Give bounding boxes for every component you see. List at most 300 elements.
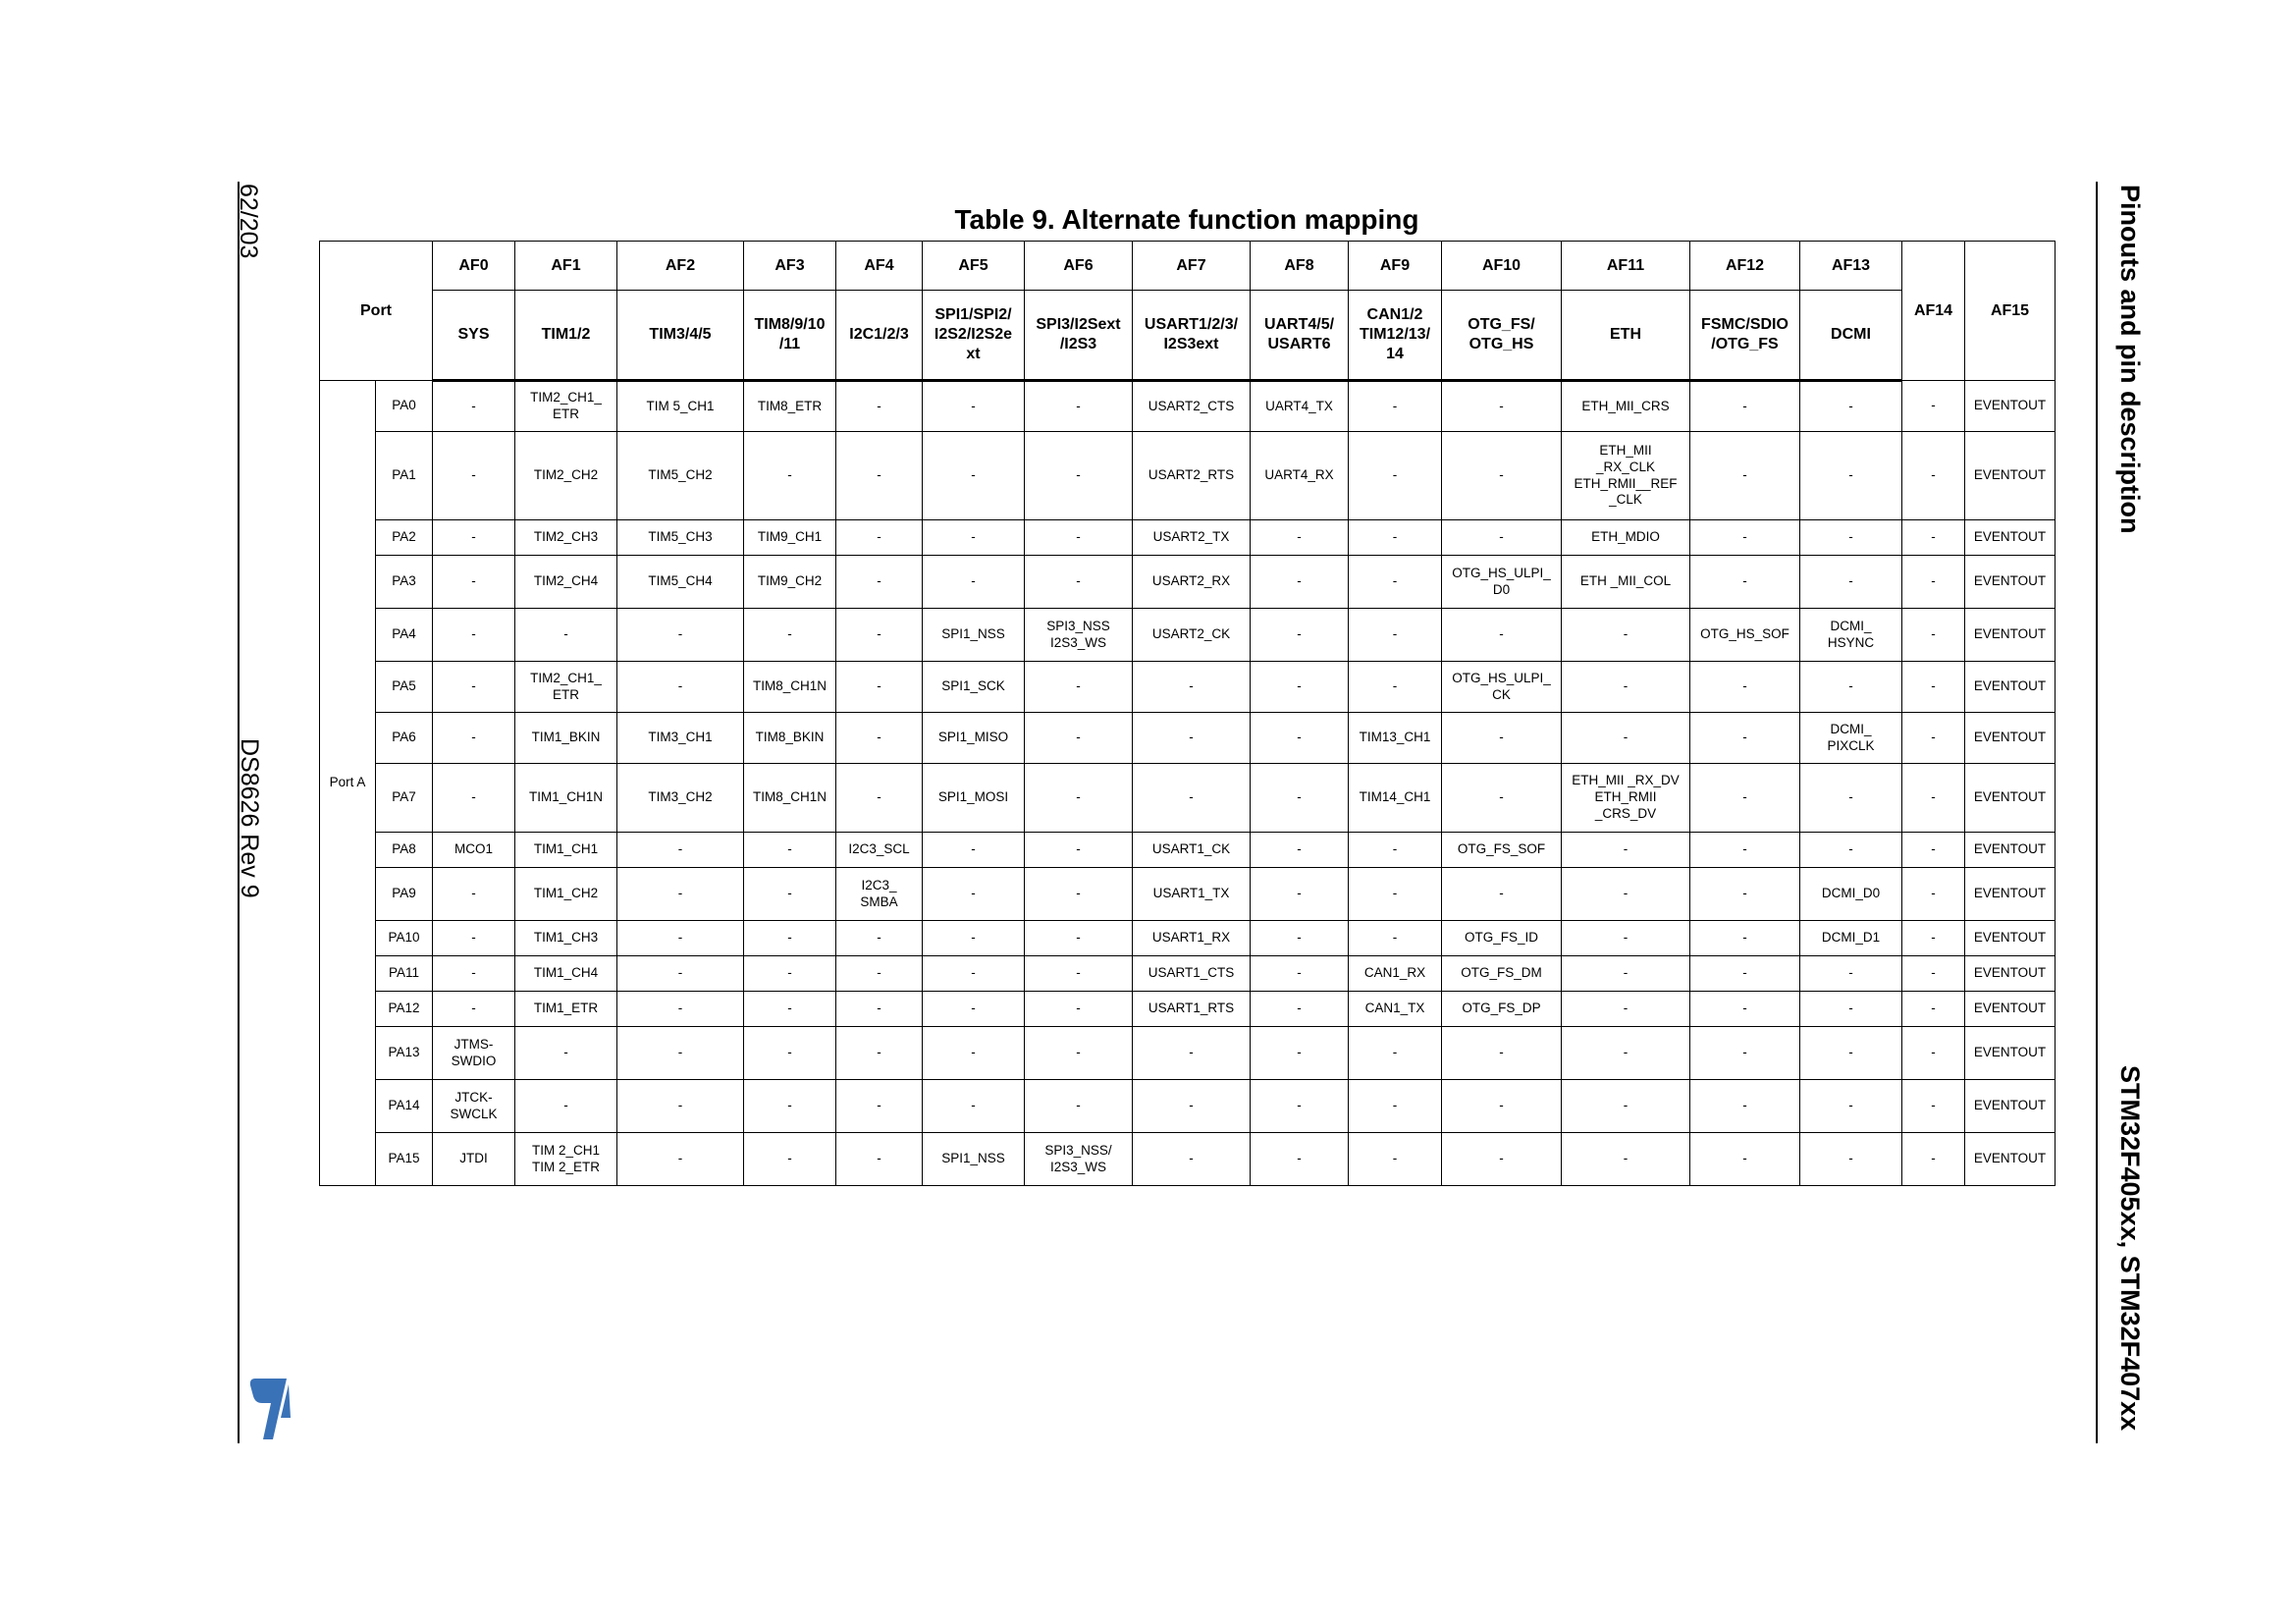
- af-cell: -: [1133, 1027, 1251, 1080]
- af-cell: -: [1442, 1027, 1562, 1080]
- af-cell: USART1_TX: [1133, 868, 1251, 921]
- af-cell: -: [433, 381, 515, 432]
- af-cell: OTG_HS_ULPI_ D0: [1442, 556, 1562, 609]
- section-title: Pinouts and pin description: [2115, 185, 2145, 534]
- pin-name: PA8: [376, 833, 433, 868]
- af-cell: -: [1690, 764, 1800, 833]
- af-cell: -: [1902, 1133, 1965, 1186]
- af-cell: -: [433, 556, 515, 609]
- af-cell: -: [1690, 662, 1800, 713]
- af-cell: -: [1442, 381, 1562, 432]
- af-cell: ETH _MII_COL: [1562, 556, 1690, 609]
- af-cell: DCMI_ HSYNC: [1800, 609, 1902, 662]
- af-cell: DCMI_D0: [1800, 868, 1902, 921]
- peripheral-header: FSMC/SDIO /OTG_FS: [1690, 291, 1800, 381]
- af-cell: -: [1349, 868, 1442, 921]
- af-cell: -: [1025, 520, 1133, 556]
- table-title: Table 9. Alternate function mapping: [954, 204, 1419, 235]
- af-cell: -: [836, 921, 923, 956]
- peripheral-header: SPI3/I2Sext /I2S3: [1025, 291, 1133, 381]
- af-cell: DCMI_D1: [1800, 921, 1902, 956]
- af-cell: CAN1_RX: [1349, 956, 1442, 992]
- product-title: STM32F405xx, STM32F407xx: [2115, 1065, 2145, 1432]
- af-cell: EVENTOUT: [1965, 833, 2056, 868]
- af-cell: -: [1442, 609, 1562, 662]
- af-cell: -: [1690, 1027, 1800, 1080]
- peripheral-header: ETH: [1562, 291, 1690, 381]
- table-row: [320, 520, 2056, 556]
- af-cell: -: [1562, 1133, 1690, 1186]
- af-cell: -: [1690, 1133, 1800, 1186]
- pin-name: PA14: [376, 1080, 433, 1133]
- af-header: AF12: [1690, 242, 1800, 291]
- af-cell: TIM2_CH2: [515, 432, 617, 520]
- af-cell: -: [923, 833, 1025, 868]
- af-cell: -: [1562, 713, 1690, 764]
- af-cell: -: [1902, 520, 1965, 556]
- af-cell: -: [744, 1133, 836, 1186]
- af-cell: SPI1_MOSI: [923, 764, 1025, 833]
- af-cell: TIM2_CH3: [515, 520, 617, 556]
- af-cell: -: [1025, 956, 1133, 992]
- af-cell: -: [1442, 868, 1562, 921]
- af-cell: TIM1_CH2: [515, 868, 617, 921]
- af-cell: -: [1690, 992, 1800, 1027]
- af-cell: ETH_MII _RX_CLK ETH_RMII__REF _CLK: [1562, 432, 1690, 520]
- af-cell: USART1_RX: [1133, 921, 1251, 956]
- af-cell: -: [1251, 1027, 1349, 1080]
- table-row: [320, 1027, 2056, 1080]
- af-cell: SPI1_MISO: [923, 713, 1025, 764]
- af-cell: -: [836, 432, 923, 520]
- af-cell: USART2_RTS: [1133, 432, 1251, 520]
- af-cell: -: [923, 1080, 1025, 1133]
- af-cell: -: [617, 1133, 744, 1186]
- af-cell: -: [836, 520, 923, 556]
- af-cell: -: [1025, 764, 1133, 833]
- af-cell: -: [1442, 432, 1562, 520]
- af-cell: -: [923, 992, 1025, 1027]
- af-cell: -: [1562, 992, 1690, 1027]
- af-cell: -: [1800, 1080, 1902, 1133]
- af-cell: TIM 2_CH1 TIM 2_ETR: [515, 1133, 617, 1186]
- af-cell: CAN1_TX: [1349, 992, 1442, 1027]
- af-cell: OTG_FS_DM: [1442, 956, 1562, 992]
- af-cell: -: [1349, 1133, 1442, 1186]
- af-cell: EVENTOUT: [1965, 1080, 2056, 1133]
- table-row: [320, 956, 2056, 992]
- af-cell: -: [433, 868, 515, 921]
- af-cell: -: [1133, 1133, 1251, 1186]
- af-cell: -: [1800, 432, 1902, 520]
- af-cell: -: [1690, 381, 1800, 432]
- af-cell: -: [1251, 1133, 1349, 1186]
- pin-name: PA1: [376, 432, 433, 520]
- af-cell: -: [1690, 520, 1800, 556]
- af-header: AF15: [1965, 242, 2056, 381]
- af-cell: -: [1251, 520, 1349, 556]
- af-cell: JTMS- SWDIO: [433, 1027, 515, 1080]
- peripheral-header: SYS: [433, 291, 515, 381]
- af-cell: -: [836, 764, 923, 833]
- af-cell: USART2_TX: [1133, 520, 1251, 556]
- table-row: [320, 381, 2056, 432]
- af-cell: -: [1902, 921, 1965, 956]
- af-cell: DCMI_ PIXCLK: [1800, 713, 1902, 764]
- af-cell: TIM8_CH1N: [744, 764, 836, 833]
- af-cell: TIM3_CH2: [617, 764, 744, 833]
- pin-name: PA0: [376, 381, 433, 432]
- af-cell: ETH_MII_CRS: [1562, 381, 1690, 432]
- af-cell: -: [515, 1080, 617, 1133]
- af-cell: -: [836, 662, 923, 713]
- af-cell: -: [433, 432, 515, 520]
- af-cell: -: [1349, 432, 1442, 520]
- af-cell: -: [1800, 764, 1902, 833]
- af-cell: UART4_TX: [1251, 381, 1349, 432]
- peripheral-header: USART1/2/3/ I2S3ext: [1133, 291, 1251, 381]
- af-cell: -: [1690, 921, 1800, 956]
- af-cell: MCO1: [433, 833, 515, 868]
- af-cell: -: [1251, 921, 1349, 956]
- af-cell: -: [1562, 868, 1690, 921]
- af-cell: EVENTOUT: [1965, 1133, 2056, 1186]
- pin-name: PA9: [376, 868, 433, 921]
- af-cell: -: [1562, 921, 1690, 956]
- af-cell: USART2_RX: [1133, 556, 1251, 609]
- af-cell: OTG_FS_DP: [1442, 992, 1562, 1027]
- af-cell: -: [836, 1133, 923, 1186]
- af-cell: -: [433, 520, 515, 556]
- af-cell: -: [836, 381, 923, 432]
- af-cell: -: [433, 713, 515, 764]
- af-cell: -: [1800, 992, 1902, 1027]
- af-cell: TIM1_BKIN: [515, 713, 617, 764]
- table-row: [320, 662, 2056, 713]
- af-cell: -: [1025, 868, 1133, 921]
- table-row: [320, 1133, 2056, 1186]
- pin-name: PA12: [376, 992, 433, 1027]
- af-cell: TIM13_CH1: [1349, 713, 1442, 764]
- af-cell: -: [744, 833, 836, 868]
- af-cell: -: [744, 1027, 836, 1080]
- af-cell: TIM1_CH4: [515, 956, 617, 992]
- af-cell: -: [1025, 662, 1133, 713]
- af-cell: -: [1251, 992, 1349, 1027]
- af-cell: EVENTOUT: [1965, 381, 2056, 432]
- af-cell: TIM2_CH1_ ETR: [515, 662, 617, 713]
- af-cell: -: [1251, 956, 1349, 992]
- af-header: AF13: [1800, 242, 1902, 291]
- af-cell: -: [836, 1080, 923, 1133]
- af-cell: EVENTOUT: [1965, 992, 2056, 1027]
- af-cell: -: [1442, 764, 1562, 833]
- af-cell: -: [1025, 381, 1133, 432]
- af-cell: -: [1025, 713, 1133, 764]
- af-header: AF9: [1349, 242, 1442, 291]
- af-cell: -: [1442, 520, 1562, 556]
- af-cell: -: [433, 992, 515, 1027]
- af-cell: -: [836, 992, 923, 1027]
- af-cell: OTG_HS_ULPI_ CK: [1442, 662, 1562, 713]
- af-cell: USART1_RTS: [1133, 992, 1251, 1027]
- af-cell: SPI1_NSS: [923, 609, 1025, 662]
- af-cell: -: [836, 713, 923, 764]
- af-cell: -: [1562, 609, 1690, 662]
- peripheral-header: CAN1/2 TIM12/13/ 14: [1349, 291, 1442, 381]
- af-header: AF5: [923, 242, 1025, 291]
- af-cell: -: [1800, 833, 1902, 868]
- port-header: Port: [320, 242, 433, 381]
- af-cell: EVENTOUT: [1965, 432, 2056, 520]
- af-cell: -: [433, 764, 515, 833]
- af-cell: -: [1025, 921, 1133, 956]
- pin-name: PA15: [376, 1133, 433, 1186]
- page-number: 62/203: [235, 184, 262, 259]
- peripheral-header: UART4/5/ USART6: [1251, 291, 1349, 381]
- pin-name: PA6: [376, 713, 433, 764]
- af-cell: -: [744, 1080, 836, 1133]
- af-cell: -: [1800, 520, 1902, 556]
- af-cell: -: [744, 868, 836, 921]
- pin-name: PA5: [376, 662, 433, 713]
- pin-name: PA2: [376, 520, 433, 556]
- af-cell: -: [1902, 992, 1965, 1027]
- af-cell: SPI3_NSS I2S3_WS: [1025, 609, 1133, 662]
- af-cell: -: [1349, 1027, 1442, 1080]
- af-cell: -: [1349, 921, 1442, 956]
- af-cell: -: [836, 1027, 923, 1080]
- af-cell: -: [1251, 556, 1349, 609]
- af-cell: -: [1442, 713, 1562, 764]
- af-cell: TIM1_CH1N: [515, 764, 617, 833]
- port-group-label: Port A: [320, 381, 376, 1186]
- af-cell: -: [617, 662, 744, 713]
- af-cell: -: [744, 992, 836, 1027]
- af-cell: -: [1690, 713, 1800, 764]
- af-cell: -: [1251, 713, 1349, 764]
- af-header: AF3: [744, 242, 836, 291]
- af-cell: TIM 5_CH1: [617, 381, 744, 432]
- af-cell: -: [1349, 520, 1442, 556]
- peripheral-header: TIM3/4/5: [617, 291, 744, 381]
- af-cell: TIM1_CH1: [515, 833, 617, 868]
- table-row: [320, 764, 2056, 833]
- af-cell: -: [1562, 833, 1690, 868]
- af-cell: TIM8_BKIN: [744, 713, 836, 764]
- af-cell: -: [836, 609, 923, 662]
- pin-name: PA10: [376, 921, 433, 956]
- af-cell: -: [1902, 868, 1965, 921]
- af-cell: -: [1690, 432, 1800, 520]
- af-cell: -: [1690, 956, 1800, 992]
- af-cell: TIM2_CH4: [515, 556, 617, 609]
- document-reference: DS8626 Rev 9: [236, 738, 263, 898]
- af-cell: -: [1251, 1080, 1349, 1133]
- af-cell: EVENTOUT: [1965, 609, 2056, 662]
- af-cell: USART1_CK: [1133, 833, 1251, 868]
- af-cell: -: [923, 868, 1025, 921]
- af-cell: UART4_RX: [1251, 432, 1349, 520]
- af-cell: TIM1_ETR: [515, 992, 617, 1027]
- af-cell: -: [744, 956, 836, 992]
- af-cell: -: [1133, 764, 1251, 833]
- af-cell: EVENTOUT: [1965, 520, 2056, 556]
- af-cell: -: [744, 432, 836, 520]
- af-cell: -: [1349, 609, 1442, 662]
- af-cell: TIM9_CH2: [744, 556, 836, 609]
- af-cell: JTCK- SWCLK: [433, 1080, 515, 1133]
- af-cell: -: [923, 1027, 1025, 1080]
- af-cell: -: [744, 921, 836, 956]
- af-cell: TIM5_CH2: [617, 432, 744, 520]
- af-header: AF14: [1902, 242, 1965, 381]
- af-cell: -: [1800, 556, 1902, 609]
- af-cell: -: [1251, 609, 1349, 662]
- af-cell: EVENTOUT: [1965, 764, 2056, 833]
- pin-name: PA4: [376, 609, 433, 662]
- table-row: [320, 1080, 2056, 1133]
- af-cell: OTG_FS_SOF: [1442, 833, 1562, 868]
- af-cell: EVENTOUT: [1965, 662, 2056, 713]
- af-header: AF1: [515, 242, 617, 291]
- af-cell: -: [1562, 662, 1690, 713]
- af-cell: -: [1251, 833, 1349, 868]
- af-cell: -: [1349, 381, 1442, 432]
- af-cell: -: [923, 556, 1025, 609]
- af-cell: EVENTOUT: [1965, 1027, 2056, 1080]
- af-cell: -: [1902, 609, 1965, 662]
- af-cell: -: [617, 921, 744, 956]
- af-header: AF8: [1251, 242, 1349, 291]
- af-cell: -: [923, 956, 1025, 992]
- af-cell: -: [1349, 556, 1442, 609]
- af-cell: -: [1902, 956, 1965, 992]
- af-cell: -: [923, 520, 1025, 556]
- af-cell: USART2_CTS: [1133, 381, 1251, 432]
- af-cell: TIM5_CH3: [617, 520, 744, 556]
- table-row: [320, 921, 2056, 956]
- peripheral-header: TIM8/9/10 /11: [744, 291, 836, 381]
- af-cell: -: [617, 1080, 744, 1133]
- af-cell: -: [836, 556, 923, 609]
- af-cell: -: [1902, 833, 1965, 868]
- af-cell: TIM5_CH4: [617, 556, 744, 609]
- af-cell: -: [617, 833, 744, 868]
- peripheral-header: SPI1/SPI2/ I2S2/I2S2e xt: [923, 291, 1025, 381]
- af-header: AF2: [617, 242, 744, 291]
- af-cell: -: [433, 921, 515, 956]
- af-cell: I2C3_ SMBA: [836, 868, 923, 921]
- af-header: AF11: [1562, 242, 1690, 291]
- af-cell: -: [617, 609, 744, 662]
- af-cell: -: [1349, 662, 1442, 713]
- af-cell: -: [1442, 1080, 1562, 1133]
- af-cell: -: [1025, 432, 1133, 520]
- alternate-function-table: [319, 241, 2056, 1186]
- af-cell: I2C3_SCL: [836, 833, 923, 868]
- af-cell: -: [433, 956, 515, 992]
- af-cell: USART1_CTS: [1133, 956, 1251, 992]
- af-header: AF10: [1442, 242, 1562, 291]
- af-cell: TIM3_CH1: [617, 713, 744, 764]
- af-cell: -: [1902, 662, 1965, 713]
- af-cell: -: [433, 662, 515, 713]
- af-cell: -: [1690, 868, 1800, 921]
- af-cell: EVENTOUT: [1965, 556, 2056, 609]
- af-cell: -: [1800, 1133, 1902, 1186]
- af-cell: -: [1902, 432, 1965, 520]
- af-cell: -: [617, 956, 744, 992]
- af-cell: -: [1690, 1080, 1800, 1133]
- af-cell: EVENTOUT: [1965, 956, 2056, 992]
- af-cell: -: [923, 432, 1025, 520]
- pin-name: PA3: [376, 556, 433, 609]
- af-cell: -: [836, 956, 923, 992]
- af-header: AF0: [433, 242, 515, 291]
- right-margin-rule: [2096, 182, 2098, 1443]
- peripheral-header: OTG_FS/ OTG_HS: [1442, 291, 1562, 381]
- af-cell: ETH_MII _RX_DV ETH_RMII _CRS_DV: [1562, 764, 1690, 833]
- af-cell: -: [1690, 833, 1800, 868]
- af-cell: -: [1133, 662, 1251, 713]
- af-cell: TIM2_CH1_ ETR: [515, 381, 617, 432]
- table-row: [320, 556, 2056, 609]
- pin-name: PA7: [376, 764, 433, 833]
- af-cell: SPI3_NSS/ I2S3_WS: [1025, 1133, 1133, 1186]
- af-cell: -: [1800, 1027, 1902, 1080]
- af-cell: -: [1251, 662, 1349, 713]
- af-cell: TIM1_CH3: [515, 921, 617, 956]
- af-cell: TIM9_CH1: [744, 520, 836, 556]
- af-cell: -: [1251, 868, 1349, 921]
- af-cell: TIM8_ETR: [744, 381, 836, 432]
- af-cell: -: [1902, 381, 1965, 432]
- af-cell: -: [1251, 764, 1349, 833]
- af-cell: -: [617, 1027, 744, 1080]
- pin-name: PA13: [376, 1027, 433, 1080]
- af-cell: -: [1800, 956, 1902, 992]
- af-cell: -: [1800, 662, 1902, 713]
- table-row: [320, 868, 2056, 921]
- af-cell: ETH_MDIO: [1562, 520, 1690, 556]
- af-cell: TIM8_CH1N: [744, 662, 836, 713]
- af-cell: -: [1025, 1080, 1133, 1133]
- af-cell: -: [515, 1027, 617, 1080]
- af-cell: -: [744, 609, 836, 662]
- af-cell: JTDI: [433, 1133, 515, 1186]
- af-cell: USART2_CK: [1133, 609, 1251, 662]
- peripheral-header: DCMI: [1800, 291, 1902, 381]
- af-cell: -: [1025, 833, 1133, 868]
- af-cell: -: [1562, 1027, 1690, 1080]
- af-cell: EVENTOUT: [1965, 713, 2056, 764]
- af-header: AF4: [836, 242, 923, 291]
- af-cell: -: [1025, 556, 1133, 609]
- pin-name: PA11: [376, 956, 433, 992]
- af-cell: TIM14_CH1: [1349, 764, 1442, 833]
- af-cell: -: [1442, 1133, 1562, 1186]
- af-cell: -: [433, 609, 515, 662]
- af-cell: -: [515, 609, 617, 662]
- table-row: [320, 713, 2056, 764]
- af-cell: EVENTOUT: [1965, 921, 2056, 956]
- af-cell: -: [1690, 556, 1800, 609]
- table-row: [320, 609, 2056, 662]
- af-cell: -: [1902, 764, 1965, 833]
- af-cell: OTG_HS_SOF: [1690, 609, 1800, 662]
- af-cell: -: [1800, 381, 1902, 432]
